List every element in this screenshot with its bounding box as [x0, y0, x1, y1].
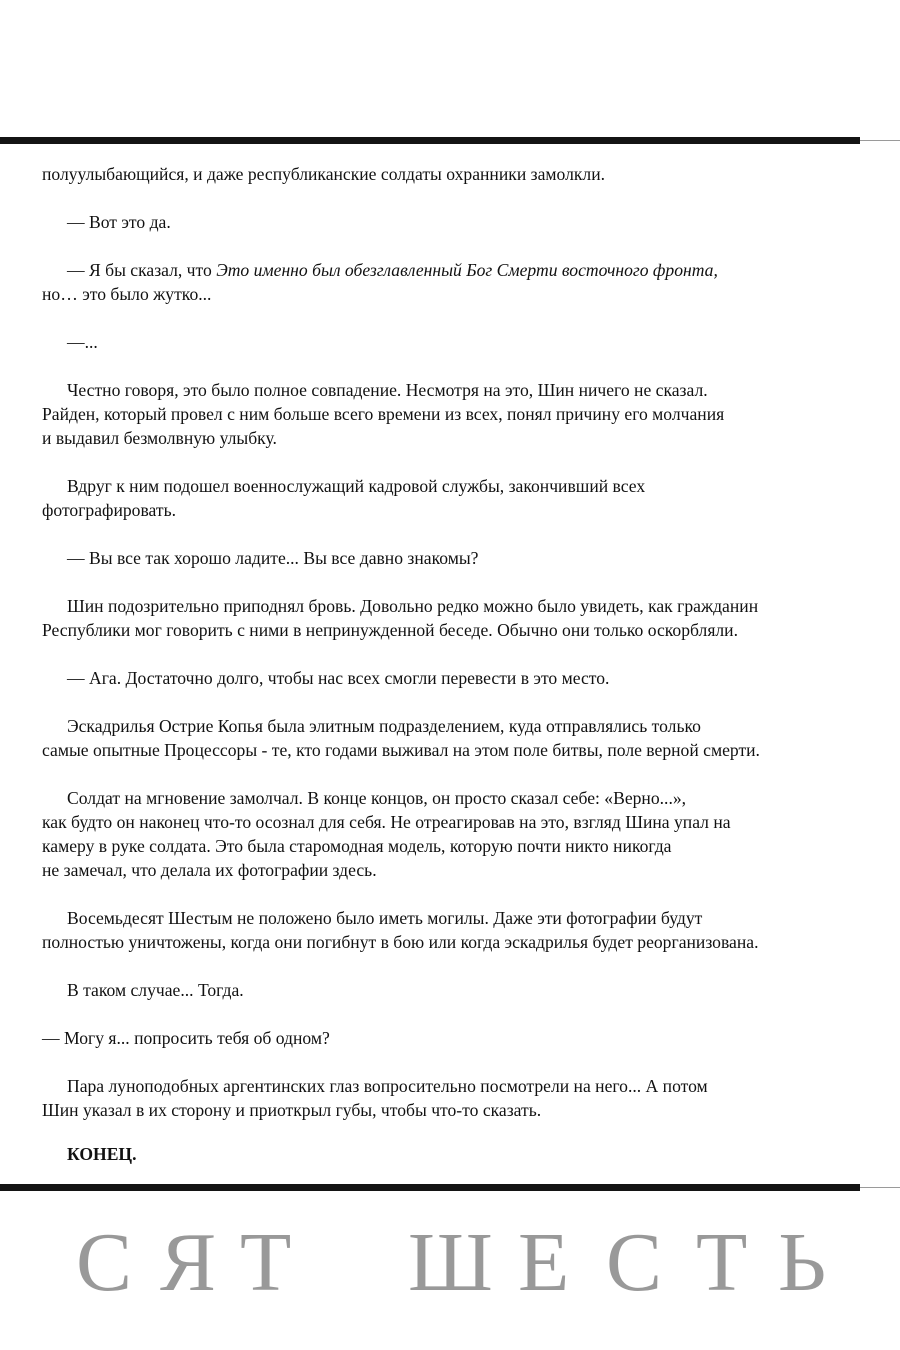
paragraph: — Могу я... попросить тебя об одном?: [42, 1028, 330, 1048]
paragraph-text: но… это было жутко...: [42, 284, 212, 304]
top-divider-thick: [0, 137, 860, 144]
footer-letter: Е: [518, 1216, 570, 1309]
bottom-divider: [0, 1184, 900, 1192]
body-text: [42, 162, 872, 1190]
bottom-divider-thin: [860, 1187, 900, 1188]
paragraph: В таком случае... Тогда.: [67, 980, 244, 1000]
top-divider: [0, 137, 900, 145]
paragraph: — Вот это да.: [67, 212, 171, 232]
paragraph: Честно говоря, это было полное совпадение. Несмотря на это, Шин ничего не сказал. Райден, который провел с ним больше всего времени из всех, понял причину его молчания и выдавил безмолвную улыбку.: [42, 380, 725, 448]
footer-letter: Ь: [778, 1216, 827, 1309]
paragraph: [42, 258, 872, 306]
top-divider-thin: [860, 140, 900, 141]
paragraph: Солдат на мгновение замолчал. В конце концов, он просто сказал себе: «Верно...», как будто он наконец что-то осознал для себя. Не отреагировав на это, взгляд Шина упал на камеру в руке солдата. Это была старомодная модель, которую почти никто никогда не замечал, что делала их фотографии здесь.: [42, 788, 731, 880]
paragraph-text: — Я бы сказал, что: [67, 260, 217, 280]
footer-letter: Ш: [408, 1216, 493, 1309]
paragraph: Эскадрилья Острие Копья была элитным подразделением, куда отправлялись только самые опытные Процессоры - те, кто годами выживал на этом поле битвы, поле верной смерти.: [42, 716, 760, 760]
paragraph: Пара луноподобных аргентинских глаз вопросительно посмотрели на него... А потом Шин указал в их сторону и приоткрыл губы, чтобы что-то сказать.: [42, 1076, 708, 1120]
paragraph: — Ага. Достаточно долго, чтобы нас всех смогли перевести в это место.: [67, 668, 610, 688]
paragraph: Шин подозрительно приподнял бровь. Довольно редко можно было увидеть, как гражданин Республики мог говорить с ними в непринужденной беседе. Обычно они только оскорбляли.: [42, 596, 759, 640]
paragraph: —...: [67, 332, 98, 352]
paragraph: Вдруг к ним подошел военнослужащий кадровой службы, закончивший всех фотографировать.: [42, 476, 646, 520]
paragraph: — Вы все так хорошо ладите... Вы все давно знакомы?: [67, 548, 479, 568]
bottom-divider-thick: [0, 1184, 860, 1191]
paragraph: полуулыбающийся, и даже республиканские солдаты охранники замолкли.: [42, 164, 606, 184]
paragraph: Восемьдесят Шестым не положено было иметь могилы. Даже эти фотографии будут полностью уничтожены, когда они погибнут в бою или когда эскадрилья будет реорганизована.: [42, 908, 759, 952]
footer-letter: Т: [696, 1216, 748, 1309]
italic-quote: Это именно был обезглавленный Бог Смерти восточного фронта,: [216, 260, 718, 280]
footer-title: [0, 1218, 900, 1308]
footer-letter: Я: [160, 1216, 217, 1309]
end-mark: КОНЕЦ.: [67, 1144, 137, 1164]
footer-letter: Т: [240, 1216, 292, 1309]
footer-letter: С: [76, 1216, 133, 1309]
footer-letter: С: [606, 1216, 663, 1309]
